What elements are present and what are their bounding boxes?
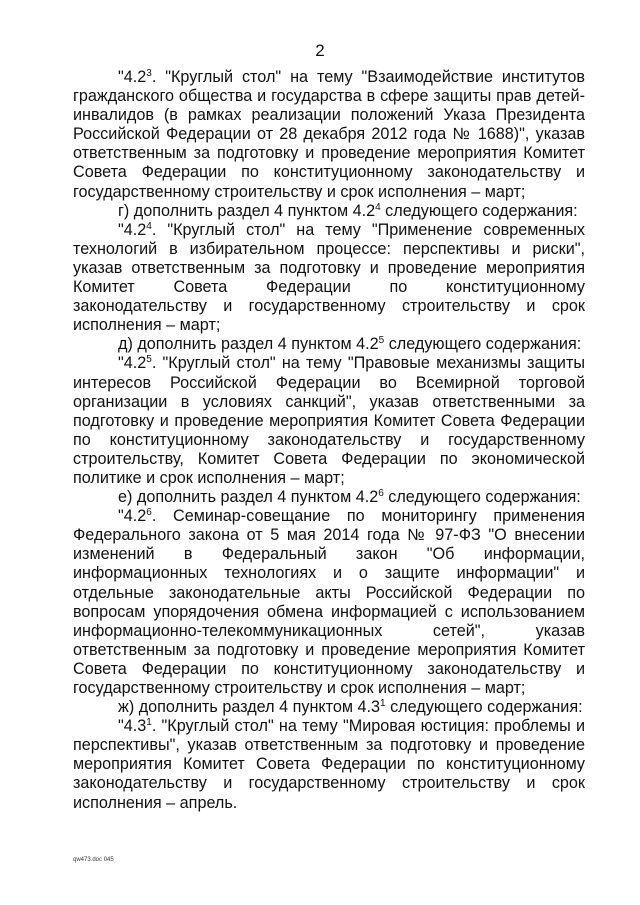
paragraph-text: . Семинар-совещание по мониторингу применения Федерального закона от 5 мая 2014 года № 97-ФЗ "О внесении изменений в Федеральный закон "Об информации, информационных технологиях и о защите информации" и отдельные законодательные акты Российской Федерации по вопросам упорядочения обмена информацией с использованием информационно-телекоммуникационных сетей", указав ответственным за подготовку и проведение мероприятия Комитет Совета Федерации по конституционному законодательству и государственному строительству и срок исполнения – март;: [73, 507, 585, 697]
paragraph-item-d: [73, 335, 585, 354]
document-body: [73, 68, 585, 813]
paragraph-text: следующего содержания:: [380, 201, 578, 220]
superscript: 6: [146, 507, 152, 519]
paragraph-4-3-1: [73, 717, 585, 812]
superscript: 3: [146, 68, 152, 79]
paragraph-prefix: д) дополнить раздел 4 пунктом 4.2: [118, 335, 379, 354]
paragraph-4-2-3: [73, 68, 585, 202]
paragraph-prefix: "4.2: [118, 220, 147, 239]
paragraph-text: . "Круглый стол" на тему "Правовые механизмы защиты интересов Российской Федерации во Всемирной торговой организации в условиях санкций", указав ответственными за подготовку и проведение мероприятия Комитет Совета Федерации по конституционному законодательству и государственному строительству, Комитет Совета Федерации по экономической политике и срок исполнения – март;: [73, 354, 585, 487]
paragraph-item-zh: [73, 698, 585, 717]
page-number: 2: [315, 41, 325, 60]
paragraph-text: следующего содержания:: [383, 488, 581, 507]
paragraph-text: следующего содержания:: [384, 335, 582, 354]
superscript: 5: [378, 335, 385, 347]
paragraph-text: . "Круглый стол" на тему "Взаимодействие институтов гражданского общества и государства в сфере защиты прав детей-инвалидов (в рамках реализации положений Указа Президента Российской Федерации от 28 декабря 2012 года № 1688)", указав ответственным за подготовку и проведение мероприятия Комитет Совета Федерации по конституционному законодательству и государственному строительству и срок исполнения – март;: [73, 68, 585, 201]
document-footer-code: qw473.doc 045: [73, 857, 114, 863]
paragraph-4-2-4: [73, 221, 585, 336]
superscript: 1: [146, 717, 152, 729]
paragraph-text: следующего содержания:: [385, 698, 583, 717]
paragraph-item-g: [73, 202, 585, 221]
paragraph-4-2-6: [73, 507, 585, 698]
paragraph-prefix: "4.2: [118, 354, 147, 373]
paragraph-prefix: "4.3: [118, 717, 147, 736]
paragraph-text: . "Круглый стол" на тему "Мировая юстиция: проблемы и перспективы", указав ответственным за подготовку и проведение мероприятия Комитет Совета Федерации по конституционному законодательству и государственному строительству и срок исполнения – апрель.: [73, 717, 585, 812]
paragraph-item-e: [73, 488, 585, 507]
paragraph-prefix: г) дополнить раздел 4 пунктом 4.2: [118, 201, 376, 220]
superscript: 6: [378, 488, 384, 500]
superscript: 4: [375, 201, 381, 213]
superscript: 1: [380, 698, 386, 710]
paragraph-prefix: "4.2: [118, 68, 147, 86]
superscript: 4: [146, 220, 152, 232]
paragraph-prefix: е) дополнить раздел 4 пунктом 4.2: [118, 488, 379, 507]
paragraph-text: . "Круглый стол" на тему "Применение современных технологий в избирательном процессе: перспективы и риски", указав ответственным за подготовку и проведение мероприятия Комитет Совета Федерации по конституционному законодательству и государственному строительству и срок исполнения – март;: [73, 220, 585, 335]
paragraph-4-2-5: [73, 354, 585, 488]
paragraph-prefix: "4.2: [118, 507, 147, 526]
superscript: 5: [146, 354, 152, 366]
paragraph-prefix: ж) дополнить раздел 4 пунктом 4.3: [118, 698, 381, 717]
